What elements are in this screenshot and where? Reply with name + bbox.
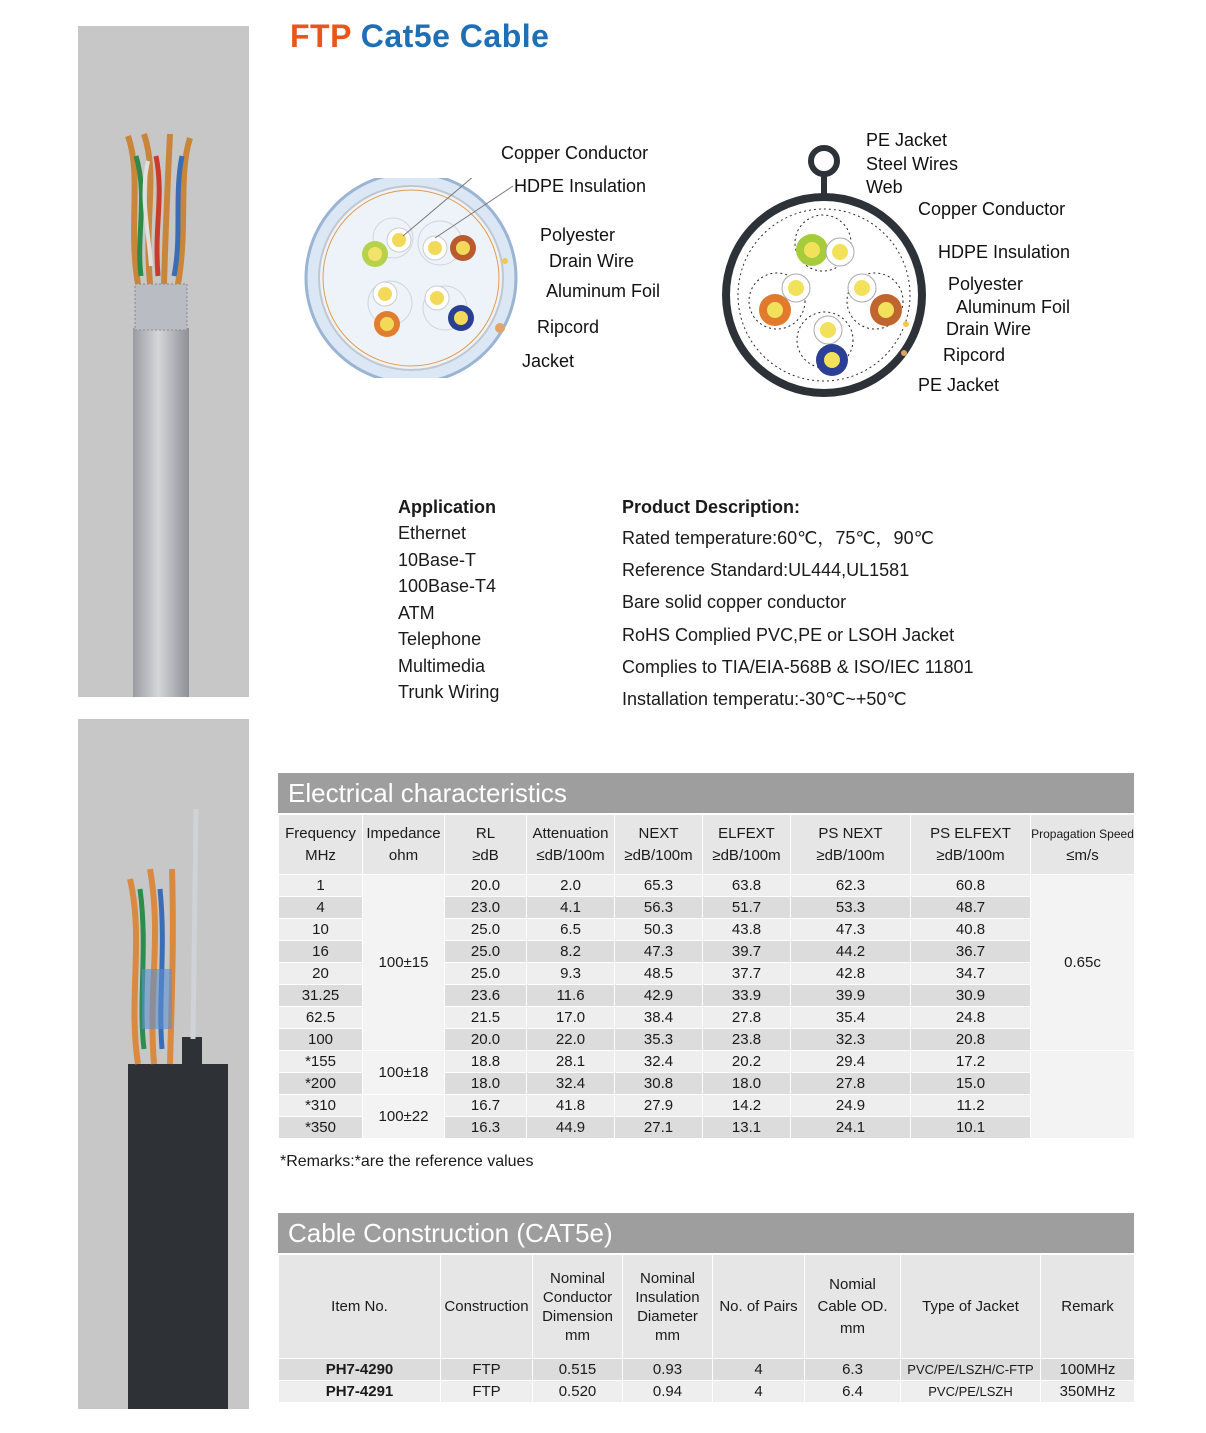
cell-value: 16.7 (445, 1095, 527, 1117)
cell-value: 25.0 (445, 919, 527, 941)
header-pairs: No. of Pairs (713, 1255, 805, 1359)
cell-frequency: *155 (279, 1051, 363, 1073)
application-item: Telephone (398, 629, 482, 649)
left-label-polyester: Polyester (540, 225, 616, 245)
cell-value: 0.515 (533, 1359, 623, 1381)
header-frequency: Frequency MHz (279, 815, 363, 875)
cell-value: 23.8 (703, 1029, 791, 1051)
cell-value: 47.3 (791, 919, 911, 941)
cell-value: 60.8 (911, 875, 1031, 897)
header-attenuation: Attenuation ≤dB/100m (527, 815, 615, 875)
cell-value: 25.0 (445, 963, 527, 985)
right-label-drain-wire: Drain Wire (946, 319, 1032, 339)
cell-value: 32.4 (615, 1051, 703, 1073)
cell-frequency: *350 (279, 1117, 363, 1139)
application-item: ATM (398, 602, 435, 623)
header-impedance: Impedance ohm (363, 815, 445, 875)
cell-value: 24.8 (911, 1007, 1031, 1029)
left-label-jacket: Jacket (522, 351, 575, 371)
right-label-web: Web (866, 177, 903, 197)
cell-value: 24.9 (791, 1095, 911, 1117)
description-item: Complies to TIA/EIA-568B & ISO/IEC 11801 (622, 656, 974, 677)
cell-value: 14.2 (703, 1095, 791, 1117)
cell-value: 2.0 (527, 875, 615, 897)
cell-value: 20.2 (703, 1051, 791, 1073)
cell-frequency: 16 (279, 941, 363, 963)
left-label-drain-wire: Drain Wire (549, 251, 635, 271)
cell-value: 27.8 (703, 1007, 791, 1029)
cell-value: 100MHz (1041, 1359, 1135, 1381)
cell-value: 20.8 (911, 1029, 1031, 1051)
cell-value: 27.8 (791, 1073, 911, 1095)
cell-value: 40.8 (911, 919, 1031, 941)
application-item: Ethernet (398, 523, 467, 543)
cell-value: 9.3 (527, 963, 615, 985)
header-insulation-diameter: Nominal Insulation Diameter mm (623, 1255, 713, 1359)
cell-value: 24.1 (791, 1117, 911, 1139)
cell-value: 33.9 (703, 985, 791, 1007)
title-ftp: FTP (290, 18, 352, 54)
construction-row (279, 1359, 1135, 1381)
description-item: Installation temperatu:-30℃~+50℃ (622, 689, 907, 710)
header-propagation: Propagation Speed ≤m/s (1031, 815, 1135, 875)
left-label-copper-conductor: Copper Conductor (501, 143, 649, 163)
application-item: Trunk Wiring (398, 682, 500, 702)
cell-value: 30.8 (615, 1073, 703, 1095)
cell-value: 6.3 (805, 1359, 901, 1381)
cell-value: 4.1 (527, 897, 615, 919)
cell-value: 44.9 (527, 1117, 615, 1139)
cell-value: 38.4 (615, 1007, 703, 1029)
cell-value: 48.5 (615, 963, 703, 985)
cell-value: 0.93 (623, 1359, 713, 1381)
title-cable: Cat5e Cable (360, 18, 550, 54)
header-next: NEXT ≥dB/100m (615, 815, 703, 875)
right-label-ripcord: Ripcord (943, 345, 1006, 365)
cell-impedance: 100±15 (363, 875, 445, 1051)
application-item: 100Base-T4 (398, 576, 497, 596)
cell-value: 29.4 (791, 1051, 911, 1073)
header-ps-next: PS NEXT ≥dB/100m (791, 815, 911, 875)
cell-value: 35.4 (791, 1007, 911, 1029)
right-label-aluminum-foil: Aluminum Foil (956, 297, 1071, 317)
cell-value: 39.7 (703, 941, 791, 963)
cell-impedance: 100±22 (363, 1095, 445, 1139)
cell-value: 36.7 (911, 941, 1031, 963)
cell-value: 20.0 (445, 875, 527, 897)
header-elfext: ELFEXT ≥dB/100m (703, 815, 791, 875)
cell-value: 42.8 (791, 963, 911, 985)
cell-value: 0.94 (623, 1381, 713, 1403)
description-item: RoHS Complied PVC,PE or LSOH Jacket (622, 624, 955, 645)
cell-value: 30.9 (911, 985, 1031, 1007)
cell-frequency: *200 (279, 1073, 363, 1095)
cell-value: 37.7 (703, 963, 791, 985)
cell-value: 32.4 (527, 1073, 615, 1095)
electrical-row (279, 1095, 1135, 1117)
construction-table (278, 1254, 1135, 1403)
cell-value: 16.3 (445, 1117, 527, 1139)
product-description-section (622, 497, 974, 715)
cell-value: 17.2 (911, 1051, 1031, 1073)
cell-value: 51.7 (703, 897, 791, 919)
cell-value: 8.2 (527, 941, 615, 963)
cell-value: 18.0 (445, 1073, 527, 1095)
cell-value: 34.7 (911, 963, 1031, 985)
cell-item-no: PH7-4290 (279, 1359, 441, 1381)
cell-frequency: 10 (279, 919, 363, 941)
electrical-remark: *Remarks:*are the reference values (280, 1153, 534, 1170)
cell-value: 20.0 (445, 1029, 527, 1051)
cell-value: 28.1 (527, 1051, 615, 1073)
cell-value: 350MHz (1041, 1381, 1135, 1403)
application-item: Multimedia (398, 655, 486, 676)
cell-frequency: 62.5 (279, 1007, 363, 1029)
cell-value: 18.0 (703, 1073, 791, 1095)
page-title (290, 18, 549, 55)
cell-value: 18.8 (445, 1051, 527, 1073)
cell-value: 23.0 (445, 897, 527, 919)
cell-frequency: 20 (279, 963, 363, 985)
cell-impedance: 100±18 (363, 1051, 445, 1095)
header-item-no: Item No. (279, 1255, 441, 1359)
left-label-ripcord: Ripcord (537, 317, 600, 337)
cell-propagation-empty (1031, 1051, 1135, 1139)
cell-value: 11.6 (527, 985, 615, 1007)
cell-value: 4 (713, 1381, 805, 1403)
right-label-hdpe-insulation: HDPE Insulation (938, 242, 1071, 262)
cell-value: PVC/PE/LSZH/C-FTP (901, 1359, 1041, 1381)
cell-value: 25.0 (445, 941, 527, 963)
right-label-copper-conductor: Copper Conductor (918, 199, 1066, 219)
header-ps-elfext: PS ELFEXT ≥dB/100m (911, 815, 1031, 875)
cell-value: 62.3 (791, 875, 911, 897)
left-label-hdpe-insulation: HDPE Insulation (514, 176, 647, 196)
cell-value: 17.0 (527, 1007, 615, 1029)
cell-value: 43.8 (703, 919, 791, 941)
right-label-pe-jacket-top: PE Jacket (866, 130, 948, 150)
cell-value: 4 (713, 1359, 805, 1381)
electrical-row (279, 1051, 1135, 1073)
cell-value: 39.9 (791, 985, 911, 1007)
cell-value: 42.9 (615, 985, 703, 1007)
cable-photo-ftp-messenger (78, 719, 249, 1409)
electrical-row (279, 875, 1135, 897)
cell-value: 0.520 (533, 1381, 623, 1403)
cell-value: 47.3 (615, 941, 703, 963)
right-label-pe-jacket-bottom: PE Jacket (918, 375, 1000, 395)
cell-value: 6.4 (805, 1381, 901, 1403)
cell-frequency: 100 (279, 1029, 363, 1051)
cell-value: 44.2 (791, 941, 911, 963)
application-item: 10Base-T (398, 549, 477, 570)
cell-value: 53.3 (791, 897, 911, 919)
cell-frequency: 31.25 (279, 985, 363, 1007)
header-construction: Construction (441, 1255, 533, 1359)
header-cable-od: Nomial Cable OD. mm (805, 1255, 901, 1359)
description-item: Bare solid copper conductor (622, 592, 847, 613)
left-label-aluminum-foil: Aluminum Foil (546, 281, 661, 301)
electrical-section-title: Electrical characteristics (278, 773, 1134, 813)
cell-value: 32.3 (791, 1029, 911, 1051)
cell-value: FTP (441, 1359, 533, 1381)
header-rl: RL ≥dB (445, 815, 527, 875)
cell-value: 65.3 (615, 875, 703, 897)
cell-frequency: *310 (279, 1095, 363, 1117)
cell-value: 56.3 (615, 897, 703, 919)
cell-value: 41.8 (527, 1095, 615, 1117)
cell-value: 35.3 (615, 1029, 703, 1051)
construction-header-row (279, 1255, 1135, 1359)
cross-section-ftp-diagram (295, 178, 535, 378)
cell-value: 15.0 (911, 1073, 1031, 1095)
cell-value: 48.7 (911, 897, 1031, 919)
right-label-polyester: Polyester (948, 274, 1024, 294)
right-label-steel-wires: Steel Wires (866, 154, 959, 174)
cell-value: PVC/PE/LSZH (901, 1381, 1041, 1403)
header-jacket-type: Type of Jacket (901, 1255, 1041, 1359)
cell-value: 13.1 (703, 1117, 791, 1139)
cell-value: 21.5 (445, 1007, 527, 1029)
cable-photo-ftp (78, 26, 249, 697)
cell-value: 6.5 (527, 919, 615, 941)
cell-value: 63.8 (703, 875, 791, 897)
cell-frequency: 4 (279, 897, 363, 919)
cell-value: 27.9 (615, 1095, 703, 1117)
application-section (398, 497, 499, 706)
cell-value: FTP (441, 1381, 533, 1403)
cell-propagation: 0.65c (1031, 875, 1135, 1051)
description-item: Rated temperature:60℃，75℃，90℃ (622, 528, 934, 548)
header-conductor-dimension: Nominal Conductor Dimension mm (533, 1255, 623, 1359)
cell-frequency: 1 (279, 875, 363, 897)
cell-value: 27.1 (615, 1117, 703, 1139)
cell-value: 11.2 (911, 1095, 1031, 1117)
construction-section-title: Cable Construction (CAT5e) (278, 1213, 1134, 1253)
description-item: Reference Standard:UL444,UL1581 (622, 560, 910, 581)
electrical-header-row (279, 815, 1135, 875)
header-remark: Remark (1041, 1255, 1135, 1359)
electrical-table (278, 814, 1135, 1139)
construction-row (279, 1381, 1135, 1403)
cell-value: 10.1 (911, 1117, 1031, 1139)
cell-value: 50.3 (615, 919, 703, 941)
cell-value: 23.6 (445, 985, 527, 1007)
application-heading: Application (398, 497, 496, 517)
cell-item-no: PH7-4291 (279, 1381, 441, 1403)
description-heading: Product Description: (622, 497, 801, 517)
cell-value: 22.0 (527, 1029, 615, 1051)
